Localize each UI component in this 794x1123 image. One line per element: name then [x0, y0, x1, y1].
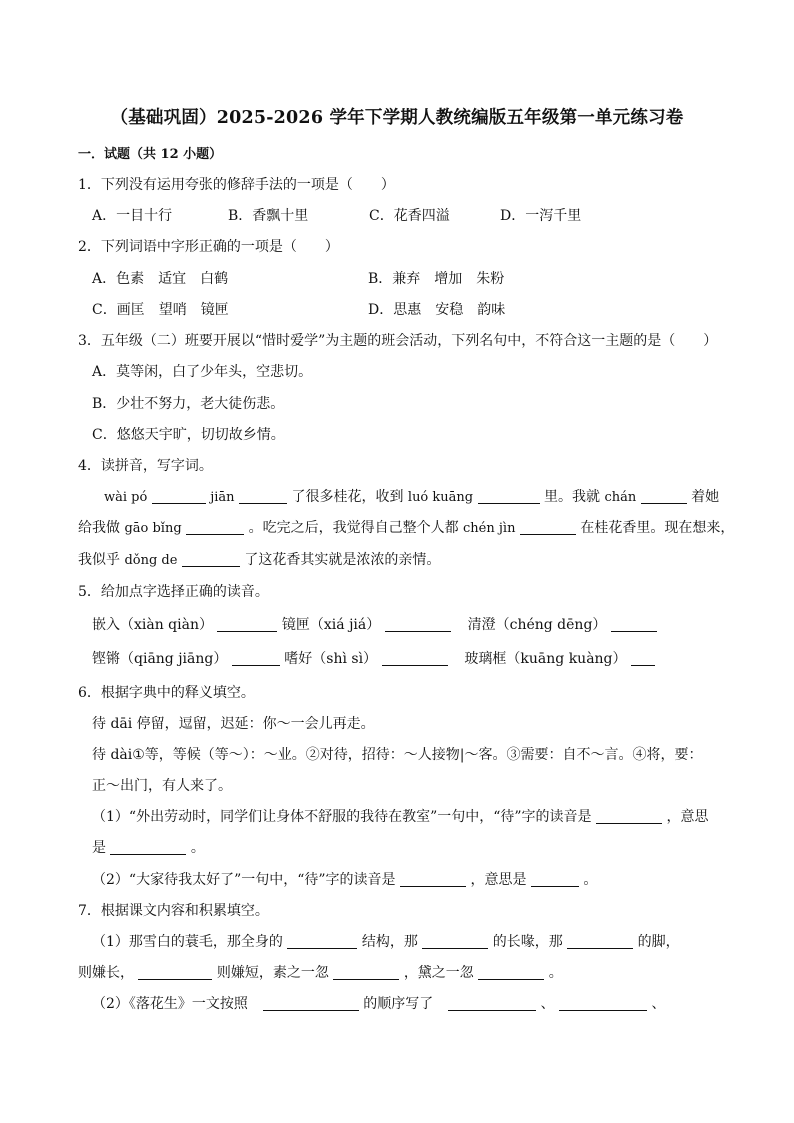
sub-question-text: 则嫌长， — [78, 965, 134, 981]
question-3-stem: 3．五年级（二）班要开展以“惜时爱学”为主题的班会活动，下列名句中，不符合这一主题的是（ ） — [78, 333, 718, 349]
question-6-sub-2 — [92, 871, 597, 889]
answer-blank[interactable] — [333, 965, 399, 980]
reading-choice: 嗜好（shì sì） — [284, 651, 378, 667]
sub-question-text: ，意思 — [666, 809, 709, 825]
sentence-text: 。吃完之后，我觉得自己整个人都 — [248, 520, 459, 536]
sub-question-text: 的长喙，那 — [492, 934, 563, 950]
answer-blank[interactable] — [520, 520, 576, 535]
pinyin-prompt: jiān — [210, 490, 235, 505]
question-4-line-1 — [104, 488, 719, 507]
sub-question-text: 结构，那 — [361, 934, 418, 950]
reading-choice: 嵌入（xiàn qiàn） — [92, 617, 213, 633]
sub-question-text: 则嫌短，素之一忽 — [216, 965, 329, 981]
question-2-stem: 2．下列词语中字形正确的一项是（ ） — [78, 239, 339, 255]
sentence-text: 给我做 — [78, 520, 120, 536]
answer-blank[interactable] — [263, 996, 359, 1011]
question-5-row-1 — [92, 616, 657, 634]
answer-blank[interactable] — [596, 809, 662, 824]
section-heading: 一．试题（共 12 小题） — [78, 147, 223, 162]
question-7-stem: 7．根据课文内容和积累填空。 — [78, 903, 269, 919]
dictionary-entry-dai1: 待 dāi 停留，逗留，迟延：你～一会儿再走。 — [92, 716, 375, 732]
question-4-line-2 — [78, 519, 734, 538]
answer-blank[interactable] — [232, 651, 280, 666]
question-1-option-c: C．花香四溢 — [369, 208, 450, 224]
sub-question-text: 的顺序写了 — [363, 996, 434, 1012]
pinyin-prompt: dǒng de — [124, 553, 178, 568]
dictionary-entry-dai4-cont: 正～出门，有人来了。 — [92, 778, 232, 794]
sentence-text: 了这花香其实就是浓浓的亲情。 — [244, 552, 441, 568]
answer-blank[interactable] — [611, 617, 657, 632]
sub-question-text: 。 — [548, 965, 563, 981]
answer-blank[interactable] — [239, 489, 287, 504]
sub-question-text: （1）那雪白的蓑毛，那全身的 — [92, 934, 283, 950]
sub-question-text: 、 — [651, 996, 666, 1012]
answer-blank[interactable] — [478, 965, 544, 980]
question-7-line-3 — [92, 995, 666, 1013]
answer-blank[interactable] — [385, 617, 451, 632]
question-3-option-c: C．悠悠天宇旷，切切故乡情。 — [92, 427, 285, 443]
question-3-option-b: B．少壮不努力，老大徒伤悲。 — [92, 396, 285, 412]
reading-choice: 清澄（chéng dēng） — [467, 617, 607, 633]
sub-question-text: （2）《落花生》一文按照 — [92, 996, 248, 1012]
question-2-option-a: A．色素 适宜 白鹤 — [92, 271, 229, 287]
answer-blank[interactable] — [631, 651, 655, 666]
pinyin-prompt: wài pó — [104, 490, 148, 505]
question-5-row-2 — [92, 650, 655, 668]
sentence-text: 在桂花香里。现在想来， — [580, 520, 735, 536]
answer-blank[interactable] — [448, 996, 536, 1011]
sub-question-text: 。 — [190, 840, 205, 856]
question-6-stem: 6．根据字典中的释义填空。 — [78, 685, 255, 701]
dictionary-entry-dai4: 待 dài①等，等候（等～）：～业。②对待，招待：～人接物|～客。③需要：自不～言。④将，要： — [92, 747, 703, 763]
sub-question-text: 。 — [583, 872, 598, 888]
question-6-sub-1-cont — [92, 839, 205, 857]
question-3-option-a: A．莫等闲，白了少年头，空悲切。 — [92, 364, 313, 380]
sub-question-text: 是 — [92, 840, 106, 856]
answer-blank[interactable] — [567, 934, 633, 949]
question-1-stem: 1．下列没有运用夸张的修辞手法的一项是（ ） — [78, 177, 395, 193]
answer-blank[interactable] — [110, 840, 186, 855]
answer-blank[interactable] — [559, 996, 647, 1011]
sentence-text: 我似乎 — [78, 552, 120, 568]
reading-choice: 镜匣（xiá jiá） — [281, 617, 381, 633]
answer-blank[interactable] — [182, 552, 240, 567]
question-2-option-d: D．思惠 安稳 韵味 — [368, 302, 506, 318]
sub-question-text: 的脚， — [637, 934, 680, 950]
answer-blank[interactable] — [400, 872, 466, 887]
question-5-stem: 5．给加点字选择正确的读音。 — [78, 584, 269, 600]
answer-blank[interactable] — [382, 651, 448, 666]
answer-blank[interactable] — [478, 489, 540, 504]
question-7-line-1 — [92, 933, 680, 951]
answer-blank[interactable] — [531, 872, 579, 887]
question-4-line-3 — [78, 551, 440, 570]
pinyin-prompt: gāo bǐng — [124, 521, 182, 536]
sentence-text: 里。我就 — [544, 489, 600, 505]
question-2-option-c: C．画匡 望哨 镜匣 — [92, 302, 229, 318]
reading-choice: 铿锵（qiāng jiāng） — [92, 651, 228, 667]
reading-choice: 玻璃框（kuāng kuàng） — [464, 651, 627, 667]
question-6-sub-1 — [92, 808, 708, 826]
pinyin-prompt: chén jìn — [463, 521, 516, 536]
answer-blank[interactable] — [422, 934, 488, 949]
question-7-line-2 — [78, 964, 563, 982]
question-1-option-a: A．一目十行 — [92, 208, 173, 224]
answer-blank[interactable] — [138, 965, 212, 980]
pinyin-prompt: chán — [604, 490, 637, 505]
question-2-option-b: B．兼弃 增加 朱粉 — [368, 271, 505, 287]
answer-blank[interactable] — [186, 520, 244, 535]
sub-question-text: 、 — [540, 996, 555, 1012]
answer-blank[interactable] — [287, 934, 357, 949]
sub-question-text: ，意思是 — [470, 872, 527, 888]
sub-question-text: （1）“外出劳动时，同学们让身体不舒服的我待在教室”一句中，“待”字的读音是 — [92, 809, 592, 825]
question-4-stem: 4．读拼音，写字词。 — [78, 458, 213, 474]
sub-question-text: （2）“大家待我太好了”一句中，“待”字的读音是 — [92, 872, 396, 888]
sentence-text: 着她 — [691, 489, 720, 505]
question-1-option-d: D．一泻千里 — [500, 208, 582, 224]
sub-question-text: ，黛之一忽 — [403, 965, 474, 981]
answer-blank[interactable] — [641, 489, 687, 504]
question-1-option-b: B．香飘十里 — [228, 208, 309, 224]
answer-blank[interactable] — [217, 617, 277, 632]
answer-blank[interactable] — [152, 489, 206, 504]
sentence-text: 了很多桂花，收到 — [291, 489, 404, 505]
page-title: （基础巩固）2025-2026 学年下学期人教统编版五年级第一单元练习卷 — [110, 108, 684, 128]
pinyin-prompt: luó kuāng — [407, 490, 474, 505]
